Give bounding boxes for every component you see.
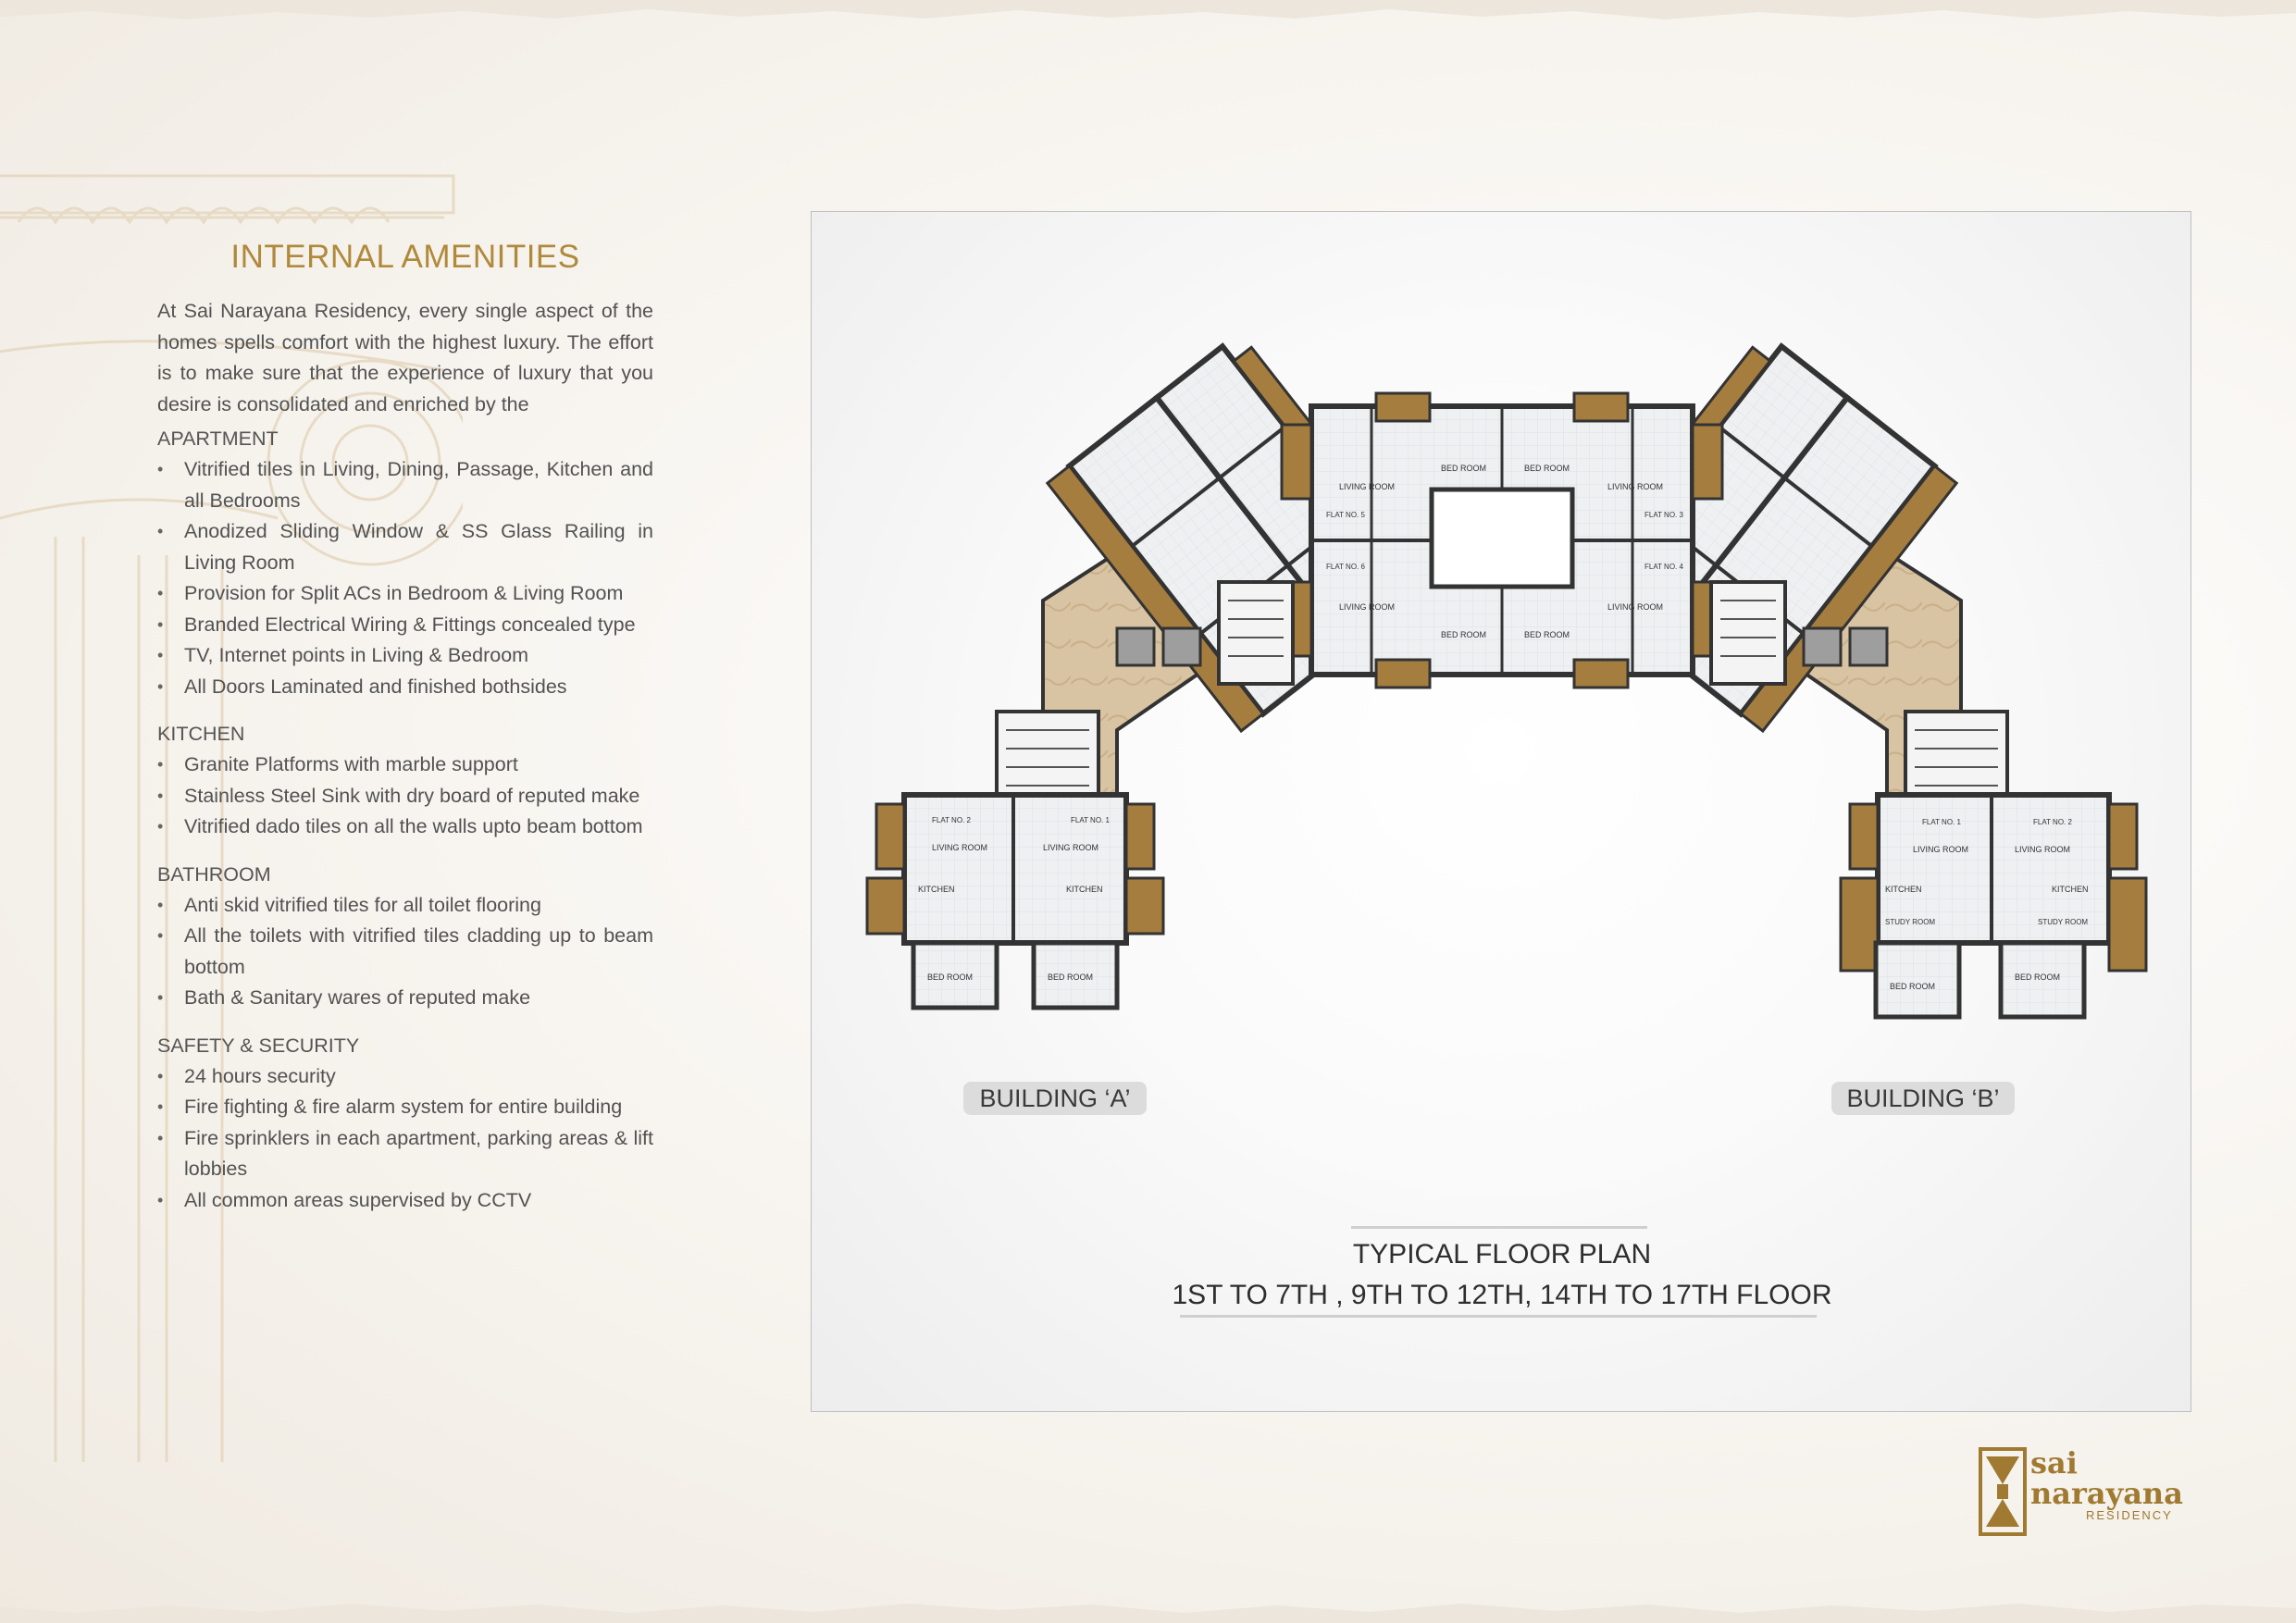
page-title: INTERNAL AMENITIES [230,239,580,275]
section-title-bathroom: BATHROOM [157,862,271,886]
flat-label: FLAT NO. 2 [932,816,971,824]
room-label: KITCHEN [918,885,955,894]
room-label: LIVING ROOM [1607,602,1664,612]
flat-label: FLAT NO. 6 [1326,563,1365,571]
flat-label: FLAT NO. 5 [1326,511,1365,519]
room-label: KITCHEN [2052,885,2089,894]
logo-emblem-icon [1979,1447,2027,1536]
flat-label: FLAT NO. 1 [1922,818,1961,826]
building-b-lower-flats [1841,795,2146,1017]
list-item: • Anti skid vitrified tiles for all toilet flooring [157,890,653,922]
room-label: KITCHEN [1885,885,1922,894]
logo-line1: sai [2030,1445,2078,1481]
room-label: BED ROOM [1441,464,1487,473]
brand-logo [1979,1447,2201,1540]
room-label: BED ROOM [927,973,974,982]
logo-line2: narayana [2030,1476,2183,1511]
torn-paper-top-edge [0,0,2296,28]
safety-list [157,1061,653,1217]
room-label: LIVING ROOM [1339,482,1396,491]
list-item: • Bath & Sanitary wares of reputed make [157,983,653,1014]
list-item: • All Doors Laminated and finished bothsides [157,672,653,703]
room-label: BED ROOM [1441,630,1487,639]
room-label: LIVING ROOM [1339,602,1396,612]
room-label: BED ROOM [2015,973,2061,982]
room-label: STUDY ROOM [1885,918,1936,926]
room-label: LIVING ROOM [1913,845,1969,854]
torn-paper-bottom-edge [0,1595,2296,1623]
list-item: • Granite Platforms with marble support [157,750,653,781]
section-title-safety: SAFETY & SECURITY [157,1034,360,1057]
floor-plan-title-line1: TYPICAL FLOOR PLAN [1352,1239,1652,1270]
logo-line3: RESIDENCY [2086,1508,2173,1522]
room-label: LIVING ROOM [932,843,988,852]
list-item: • Fire fighting & fire alarm system for entire building [157,1092,653,1123]
list-item: • Stainless Steel Sink with dry board of reputed make [157,781,653,812]
building-b-label: BUILDING ‘B’ [1831,1082,2015,1115]
section-title-apartment: APARTMENT [157,427,279,450]
list-item: • Provision for Split ACs in Bedroom & Living Room [157,578,653,610]
room-label: LIVING ROOM [1043,843,1099,852]
list-item: • Fire sprinklers in each apartment, parking areas & lift lobbies [157,1123,653,1185]
floor-plan-drawing [812,212,2192,1413]
kitchen-list [157,750,653,843]
intro-paragraph: At Sai Narayana Residency, every single aspect of the homes spells comfort with the highest luxury. The effort is to make sure that the experience of luxury that you desire is consolidated and enriched by the [157,300,653,415]
flat-label: FLAT NO. 2 [2033,818,2072,826]
section-title-kitchen: KITCHEN [157,723,245,745]
bathroom-list [157,890,653,1014]
room-label: LIVING ROOM [1607,482,1664,491]
room-label: BED ROOM [1524,630,1570,639]
flat-label: FLAT NO. 4 [1644,563,1683,571]
flat-label: FLAT NO. 3 [1644,511,1683,519]
list-item: • All common areas supervised by CCTV [157,1185,653,1217]
building-a-label: BUILDING ‘A’ [963,1082,1147,1115]
list-item: • Branded Electrical Wiring & Fittings concealed type [157,610,653,641]
title-rule-bottom [1180,1315,1817,1318]
list-item: • All the toilets with vitrified tiles cladding up to beam bottom [157,921,653,983]
room-label: STUDY ROOM [2038,918,2089,926]
logo-wordmark [2030,1447,2183,1522]
apartment-list [157,454,653,702]
title-rule-top [1351,1226,1647,1229]
floor-plan-title [812,1234,2192,1316]
room-label: KITCHEN [1066,885,1103,894]
room-label: BED ROOM [1048,973,1094,982]
room-label: BED ROOM [1524,464,1570,473]
list-item: • Vitrified tiles in Living, Dining, Passage, Kitchen and all Bedrooms [157,454,653,516]
floor-plan-title-line2: 1ST TO 7TH , 9TH TO 12TH, 14TH TO 17TH FLOOR [1172,1280,1832,1310]
flat-label: FLAT NO. 1 [1071,816,1110,824]
floor-plan-panel [811,211,2191,1412]
amenities-column [157,239,653,1216]
list-item: • TV, Internet points in Living & Bedroom [157,640,653,672]
building-a-lower-flats [867,795,1163,1008]
room-label: LIVING ROOM [2015,845,2071,854]
list-item: • Vitrified dado tiles on all the walls upto beam bottom [157,812,653,843]
central-block [1282,393,1722,688]
list-item: • Anodized Sliding Window & SS Glass Railing in Living Room [157,516,653,578]
room-label: BED ROOM [1890,982,1936,991]
list-item: • 24 hours security [157,1061,653,1093]
